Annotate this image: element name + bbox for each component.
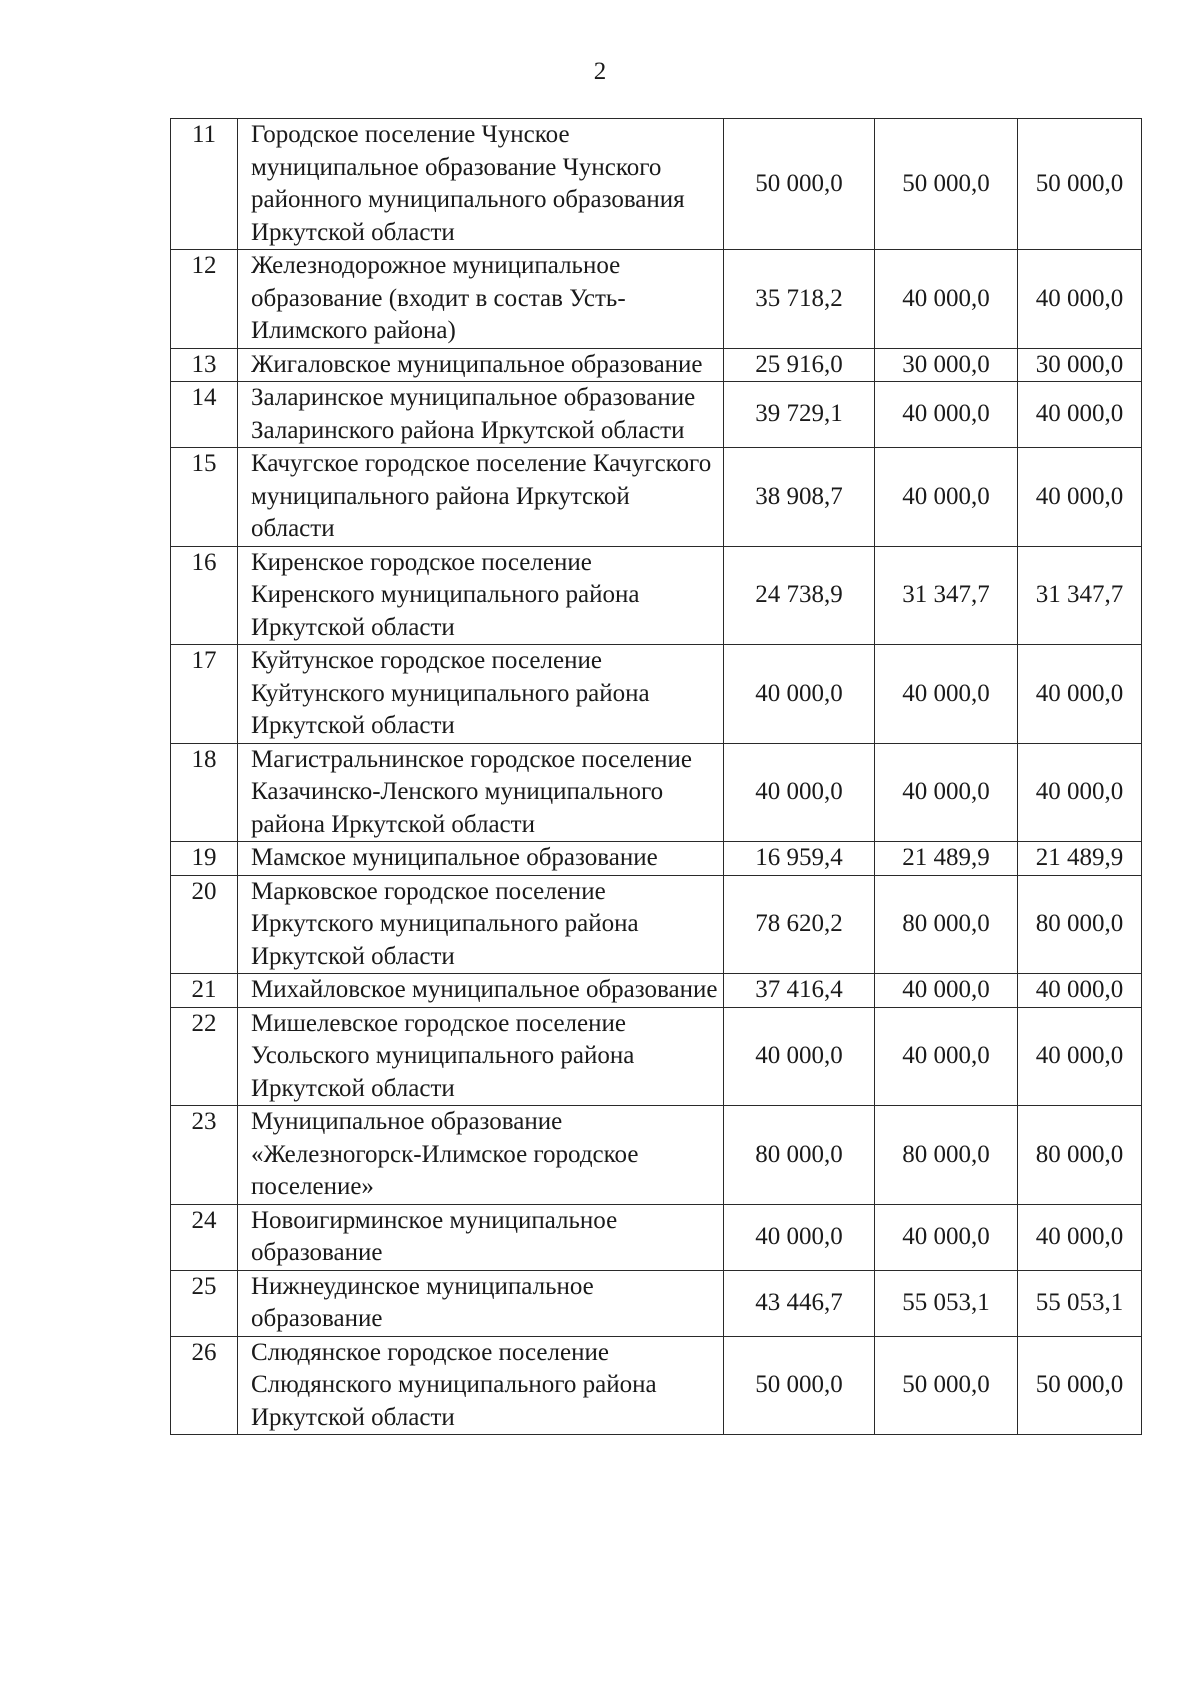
table-row: [171, 1336, 1142, 1435]
table-row: [171, 119, 1142, 250]
value-col-2: 40 000,0: [875, 974, 1018, 1008]
value-col-2: 40 000,0: [875, 1007, 1018, 1106]
row-number: 24: [171, 1204, 238, 1270]
table-row: [171, 743, 1142, 842]
municipality-name: Слюдянское городское поселение Слюдянского муниципального района Иркутской области: [238, 1336, 724, 1435]
table-row: [171, 250, 1142, 349]
table-row: [171, 842, 1142, 876]
value-col-2: 40 000,0: [875, 250, 1018, 349]
municipality-name: Мамское муниципальное образование: [238, 842, 724, 876]
value-col-3: 40 000,0: [1018, 250, 1142, 349]
table-row: [171, 382, 1142, 448]
value-col-2: 40 000,0: [875, 645, 1018, 744]
value-col-1: 50 000,0: [724, 1336, 875, 1435]
municipality-name: Михайловское муниципальное образование: [238, 974, 724, 1008]
value-col-2: 31 347,7: [875, 546, 1018, 645]
value-col-1: 80 000,0: [724, 1106, 875, 1205]
municipality-name: Новоигирминское муниципальное образование: [238, 1204, 724, 1270]
table-row: [171, 1204, 1142, 1270]
municipality-name: Куйтунское городское поселение Куйтунского муниципального района Иркутской области: [238, 645, 724, 744]
value-col-2: 55 053,1: [875, 1270, 1018, 1336]
table-row: [171, 348, 1142, 382]
table-row: [171, 546, 1142, 645]
value-col-3: 30 000,0: [1018, 348, 1142, 382]
value-col-2: 40 000,0: [875, 382, 1018, 448]
value-col-1: 40 000,0: [724, 1204, 875, 1270]
value-col-1: 40 000,0: [724, 743, 875, 842]
municipality-name: Марковское городское поселение Иркутского муниципального района Иркутской области: [238, 875, 724, 974]
value-col-2: 50 000,0: [875, 119, 1018, 250]
municipality-name: Магистральнинское городское поселение Казачинско-Ленского муниципального района Иркутской области: [238, 743, 724, 842]
value-col-3: 55 053,1: [1018, 1270, 1142, 1336]
value-col-2: 40 000,0: [875, 743, 1018, 842]
value-col-3: 80 000,0: [1018, 875, 1142, 974]
value-col-3: 80 000,0: [1018, 1106, 1142, 1205]
municipality-name: Киренское городское поселение Киренского муниципального района Иркутской области: [238, 546, 724, 645]
value-col-2: 40 000,0: [875, 448, 1018, 547]
municipality-name: Муниципальное образование «Железногорск-Илимское городское поселение»: [238, 1106, 724, 1205]
municipality-name: Мишелевское городское поселение Усольского муниципального района Иркутской области: [238, 1007, 724, 1106]
row-number: 23: [171, 1106, 238, 1205]
value-col-1: 40 000,0: [724, 645, 875, 744]
value-col-1: 24 738,9: [724, 546, 875, 645]
municipality-name: Заларинское муниципальное образование Заларинского района Иркутской области: [238, 382, 724, 448]
subsidy-table-body: [171, 119, 1142, 1435]
municipality-name: Железнодорожное муниципальное образование (входит в состав Усть-Илимского района): [238, 250, 724, 349]
value-col-1: 50 000,0: [724, 119, 875, 250]
value-col-3: 40 000,0: [1018, 743, 1142, 842]
row-number: 25: [171, 1270, 238, 1336]
value-col-3: 40 000,0: [1018, 448, 1142, 547]
municipality-name: Нижнеудинское муниципальное образование: [238, 1270, 724, 1336]
value-col-3: 40 000,0: [1018, 382, 1142, 448]
value-col-2: 50 000,0: [875, 1336, 1018, 1435]
table-row: [171, 974, 1142, 1008]
value-col-1: 40 000,0: [724, 1007, 875, 1106]
row-number: 14: [171, 382, 238, 448]
value-col-1: 78 620,2: [724, 875, 875, 974]
value-col-2: 21 489,9: [875, 842, 1018, 876]
table-row: [171, 645, 1142, 744]
row-number: 12: [171, 250, 238, 349]
row-number: 22: [171, 1007, 238, 1106]
value-col-1: 16 959,4: [724, 842, 875, 876]
value-col-2: 30 000,0: [875, 348, 1018, 382]
value-col-3: 40 000,0: [1018, 974, 1142, 1008]
value-col-1: 38 908,7: [724, 448, 875, 547]
row-number: 18: [171, 743, 238, 842]
value-col-1: 35 718,2: [724, 250, 875, 349]
row-number: 11: [171, 119, 238, 250]
table-row: [171, 448, 1142, 547]
value-col-3: 50 000,0: [1018, 119, 1142, 250]
value-col-2: 80 000,0: [875, 1106, 1018, 1205]
value-col-3: 50 000,0: [1018, 1336, 1142, 1435]
value-col-3: 40 000,0: [1018, 645, 1142, 744]
row-number: 15: [171, 448, 238, 547]
value-col-2: 80 000,0: [875, 875, 1018, 974]
value-col-1: 39 729,1: [724, 382, 875, 448]
value-col-2: 40 000,0: [875, 1204, 1018, 1270]
municipality-name: Качугское городское поселение Качугского муниципального района Иркутской области: [238, 448, 724, 547]
table-row: [171, 1007, 1142, 1106]
value-col-1: 43 446,7: [724, 1270, 875, 1336]
value-col-3: 31 347,7: [1018, 546, 1142, 645]
value-col-1: 37 416,4: [724, 974, 875, 1008]
row-number: 21: [171, 974, 238, 1008]
page-number: 2: [593, 58, 607, 85]
value-col-1: 25 916,0: [724, 348, 875, 382]
row-number: 13: [171, 348, 238, 382]
row-number: 20: [171, 875, 238, 974]
table-row: [171, 875, 1142, 974]
value-col-3: 40 000,0: [1018, 1007, 1142, 1106]
row-number: 16: [171, 546, 238, 645]
value-col-3: 40 000,0: [1018, 1204, 1142, 1270]
municipality-name: Городское поселение Чунское муниципальное образование Чунского районного муниципального образования Иркутской области: [238, 119, 724, 250]
municipality-name: Жигаловское муниципальное образование: [238, 348, 724, 382]
table-row: [171, 1106, 1142, 1205]
row-number: 17: [171, 645, 238, 744]
value-col-3: 21 489,9: [1018, 842, 1142, 876]
table-row: [171, 1270, 1142, 1336]
subsidy-table: [170, 118, 1142, 1435]
row-number: 19: [171, 842, 238, 876]
row-number: 26: [171, 1336, 238, 1435]
